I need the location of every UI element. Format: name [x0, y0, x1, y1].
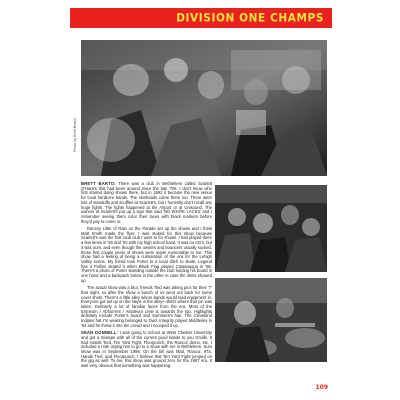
article-paragraph	[81, 331, 212, 369]
drummer-image	[215, 278, 327, 362]
photo-credit	[71, 95, 79, 175]
book-page	[68, 0, 332, 400]
chapter-title: DIVISION ONE CHAMPS	[176, 11, 324, 25]
drummer-photo	[215, 278, 327, 362]
speaker-name: SEAN DONNELL:	[81, 330, 119, 336]
band-crowd-image	[215, 185, 327, 272]
concert-crowd-photo	[81, 40, 327, 176]
article-paragraph: The actual show was a blur, friends Tied was taking pics for their 7" that night, so after the show a bunch of us went out back for some cover shots. There's a little alley where bands would load equipment in. Everyone got set up on the steps in the alley—that's where that pic was taken. Definitely a lot of familiar faces from the era. Most of the Enmeum / Abhorrent / Astoleum crew is towards the top. Highlights definitely include Porter's board and Summers's hair. The Cleveland Indians hat I'm wearing belonged to Dvid. Integrity played Middlesex in '94 and he threw it into the crowd and I scooped it up.	[81, 285, 212, 328]
paragraph-text: I was going to school at West Chester University and got a mixtape with all of the current good bands to you Orville. It had Hands Tied, Ten Yard Fight, Floorpunch, the Rancor demo, etc. I included a note urging him to go to a show with me in Bethlehem. Sum show was in September 1996. On the bill was Mad, Rancor, 97a, Hands Tied, and Floorpunch. I believe that Ten Yard Fight jumped on the gig as well. To me, this show was ground zero for the 1997 era. It was very obvious that something was happening.	[81, 330, 212, 369]
chapter-banner	[70, 8, 332, 28]
photo-credit-text: Photo by Brett Beach	[73, 118, 77, 152]
concert-crowd-image	[81, 40, 327, 176]
speaker-name: BRETT BARTO:	[81, 181, 116, 186]
article-paragraph: Rancey Little of Rain on the Parade set up the shows and I think Matt Smith made the flyer. I was stoked for this show because Scarlett's was the first local club I went to for shows. I had played there a few times in '90 and '92 with my high school band. It was no CB's, but it was ours, and even though the owners and bouncers usually sucked, those first couple years of shows were super memorable to me. This show had a feeling of being a culmination of the era for the Lehigh Valley scene. My friend took Porter to a local ditch to skate. Legend has it Pollins skated it when Black Flag played Catasauqua in '85. There's a photo of Porter standing outside the club holding his board in one hand and a backpack below in the other in case the skins showed up.	[81, 225, 212, 283]
paragraph-text: There was a club in Bethlehem called Scarlett O'Hara's that had been around since the late '70s. I don't know who first started doing shows there, but in 1992 it became the new venue for local hardcore bands. The skinheads came there too. There were lots of standoffs and scuffles at Scarlett's, but I honestly don't recall any huge fights. The fights happened at the Airport or at Unisound. The owners at Scarlett's put up a sign that said 'NO WHITE LACES' and I remember seeing them color their laces with black markers before they'd pay to come in.	[81, 181, 212, 224]
article-paragraph	[81, 182, 212, 224]
page-number: 109	[315, 384, 328, 391]
band-crowd-photo	[215, 185, 327, 272]
article-text	[81, 182, 212, 371]
